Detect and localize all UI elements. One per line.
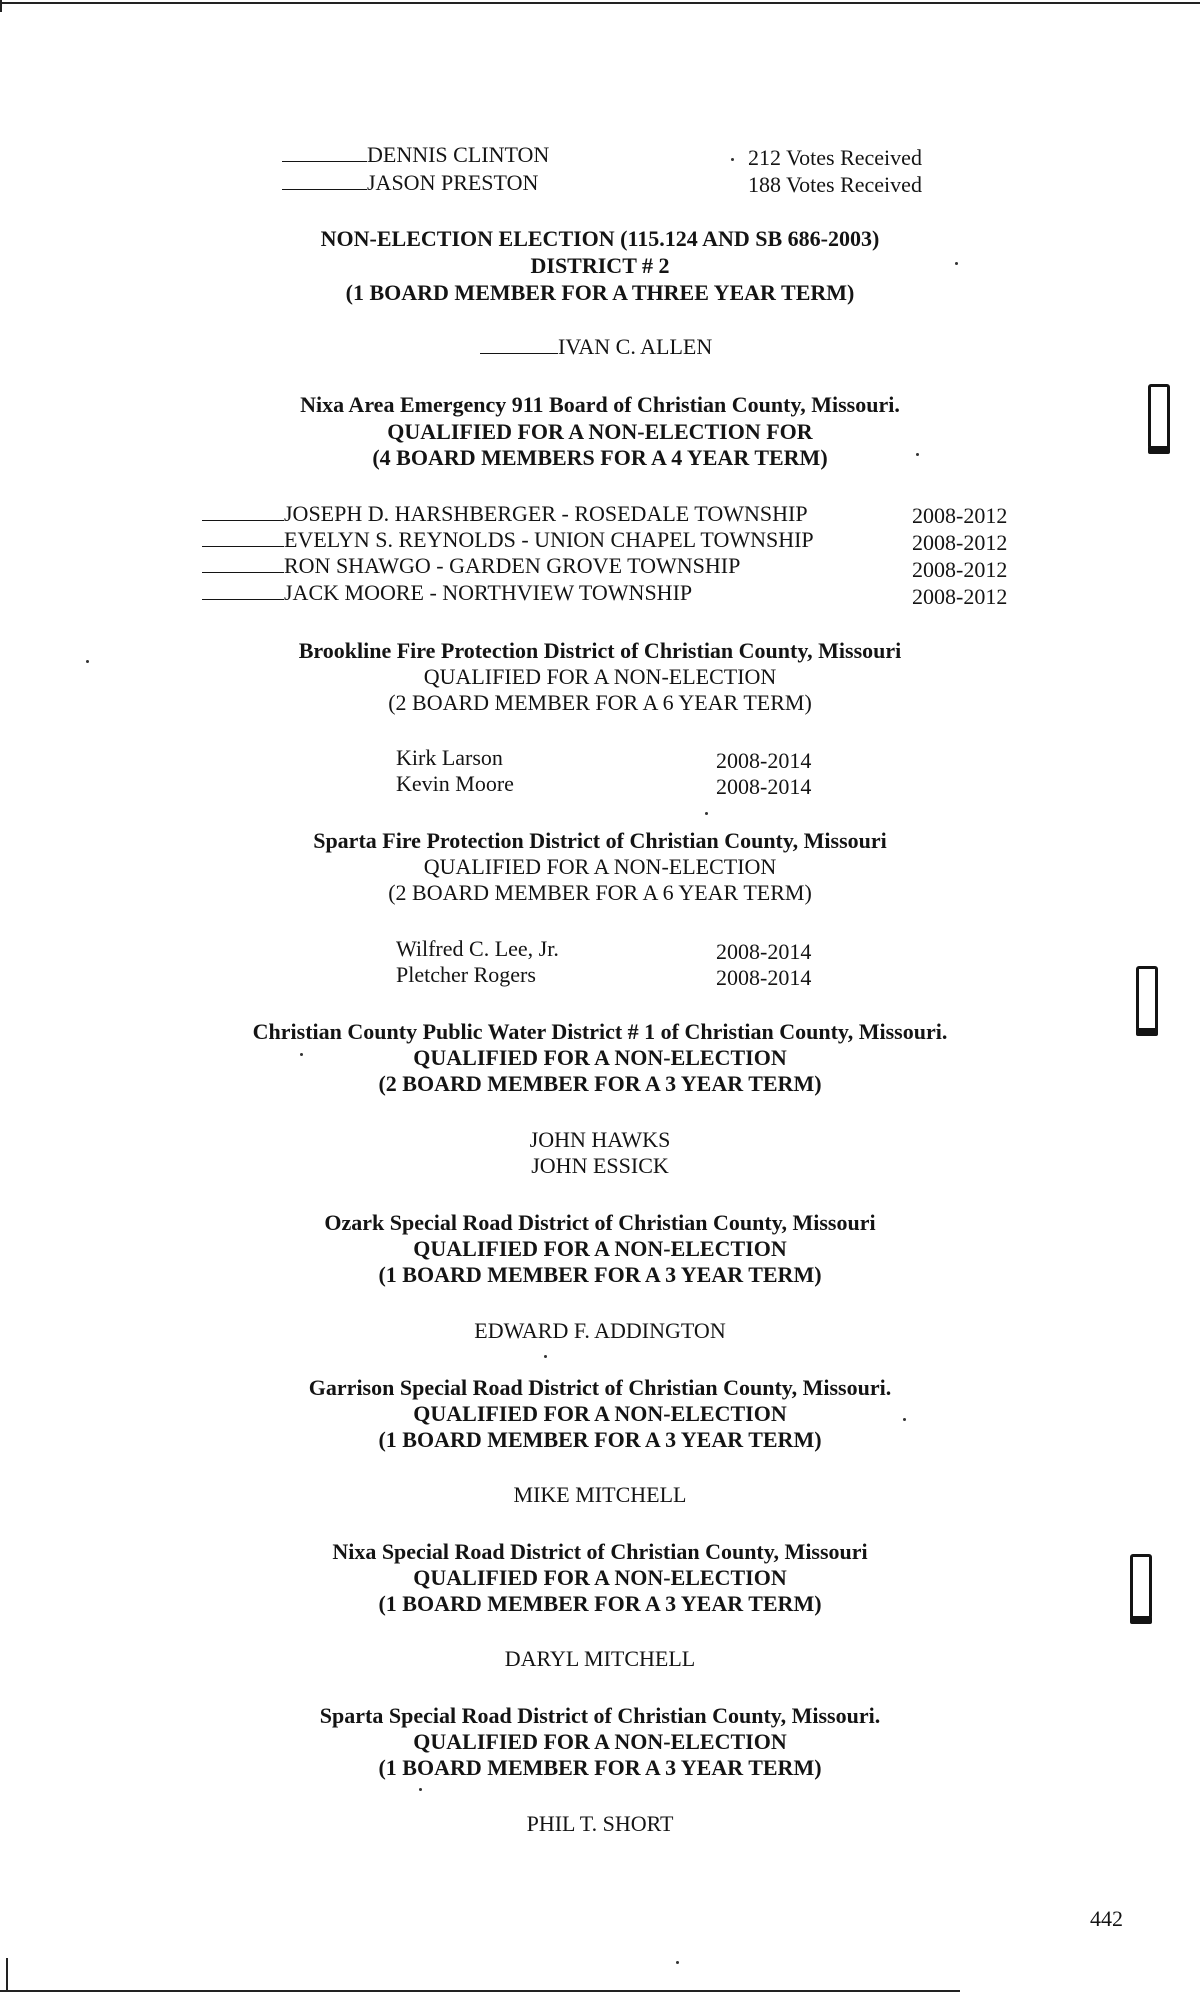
section-heading: Ozark Special Road District of Christian County, Missouri: [324, 1210, 876, 1235]
member-name: DARYL MITCHELL: [504, 1646, 696, 1671]
section-term: (1 BOARD MEMBER FOR A 3 YEAR TERM): [378, 1262, 822, 1287]
section-subheading: QUALIFIED FOR A NON-ELECTION: [423, 664, 777, 689]
member-name: JACK MOORE - NORTHVIEW TOWNSHIP: [284, 580, 693, 605]
candidate-row: [480, 334, 712, 360]
member-row: [202, 580, 692, 606]
section-term: (4 BOARD MEMBERS FOR A 4 YEAR TERM): [372, 445, 828, 470]
blank-line: [202, 581, 284, 600]
member-term: 2008-2014: [716, 965, 812, 990]
blank-line: [202, 528, 284, 547]
member-name: Wilfred C. Lee, Jr.: [396, 936, 559, 961]
member-term: 2008-2012: [912, 584, 1008, 609]
section-heading: Sparta Fire Protection District of Christian County, Missouri: [313, 828, 887, 853]
section-term: (1 BOARD MEMBER FOR A THREE YEAR TERM): [345, 280, 855, 305]
member-name: MIKE MITCHELL: [513, 1482, 687, 1507]
blank-line: [480, 335, 558, 354]
member-term: 2008-2014: [716, 748, 812, 773]
member-term: 2008-2014: [716, 774, 812, 799]
blank-line: [282, 143, 367, 162]
member-term: 2008-2014: [716, 939, 812, 964]
scan-speck: [705, 812, 708, 815]
section-term: (2 BOARD MEMBER FOR A 6 YEAR TERM): [388, 880, 812, 905]
section-term: (2 BOARD MEMBER FOR A 6 YEAR TERM): [388, 690, 812, 715]
member-name: JOHN HAWKS: [529, 1127, 671, 1152]
member-row: [202, 501, 808, 527]
scan-edge-bottom: [0, 1990, 960, 1992]
scan-speck: [419, 1788, 422, 1791]
section-subheading: QUALIFIED FOR A NON-ELECTION: [413, 1565, 787, 1590]
member-term: 2008-2012: [912, 530, 1008, 555]
member-name: EVELYN S. REYNOLDS - UNION CHAPEL TOWNSHIP: [284, 527, 814, 552]
section-term: (1 BOARD MEMBER FOR A 3 YEAR TERM): [378, 1755, 822, 1780]
section-subheading: QUALIFIED FOR A NON-ELECTION: [413, 1401, 787, 1426]
vote-count: 212 Votes Received: [748, 145, 922, 170]
section-term: (1 BOARD MEMBER FOR A 3 YEAR TERM): [378, 1591, 822, 1616]
section-heading: Sparta Special Road District of Christian County, Missouri.: [319, 1703, 881, 1728]
candidate-name: IVAN C. ALLEN: [558, 334, 713, 359]
member-name: Pletcher Rogers: [396, 962, 536, 987]
section-heading: Nixa Area Emergency 911 Board of Christian County, Missouri.: [300, 392, 900, 417]
member-name: JOHN ESSICK: [531, 1153, 669, 1178]
section-subheading: QUALIFIED FOR A NON-ELECTION: [413, 1045, 787, 1070]
member-name: Kirk Larson: [396, 745, 503, 770]
section-subheading: QUALIFIED FOR A NON-ELECTION: [423, 854, 777, 879]
member-term: 2008-2012: [912, 557, 1008, 582]
scan-speck: [955, 262, 958, 265]
section-term: (2 BOARD MEMBER FOR A 3 YEAR TERM): [378, 1071, 822, 1096]
section-heading: Brookline Fire Protection District of Christian County, Missouri: [298, 638, 902, 663]
candidate-name: JASON PRESTON: [367, 170, 539, 195]
section-heading: Garrison Special Road District of Christian County, Missouri.: [308, 1375, 892, 1400]
member-name: PHIL T. SHORT: [526, 1811, 674, 1836]
scan-speck: [676, 1961, 679, 1964]
blank-line: [202, 554, 284, 573]
member-name: EDWARD F. ADDINGTON: [474, 1318, 726, 1343]
member-term: 2008-2012: [912, 503, 1008, 528]
vote-row: [282, 142, 549, 168]
section-heading: NON-ELECTION ELECTION (115.124 AND SB 686-2003): [320, 226, 880, 251]
section-subheading: QUALIFIED FOR A NON-ELECTION: [413, 1729, 787, 1754]
section-heading: Nixa Special Road District of Christian County, Missouri: [332, 1539, 868, 1564]
scan-speck: [86, 660, 89, 663]
candidate-name: DENNIS CLINTON: [367, 142, 550, 167]
blank-line: [202, 502, 284, 521]
scan-speck: [903, 1418, 906, 1421]
page-number: 442: [1090, 1906, 1123, 1931]
vote-count: 188 Votes Received: [748, 172, 922, 197]
blank-line: [282, 171, 367, 190]
scan-edge-top: [0, 2, 1200, 4]
scan-speck: [300, 1053, 303, 1056]
scan-speck: [916, 453, 919, 456]
member-name: Kevin Moore: [396, 771, 514, 796]
member-name: RON SHAWGO - GARDEN GROVE TOWNSHIP: [284, 553, 741, 578]
section-subheading: QUALIFIED FOR A NON-ELECTION FOR: [387, 419, 813, 444]
binder-clip-mark: [1130, 1554, 1152, 1622]
scan-corner-mark: [0, 0, 12, 12]
section-term: (1 BOARD MEMBER FOR A 3 YEAR TERM): [378, 1427, 822, 1452]
binder-clip-mark: [1136, 966, 1158, 1034]
section-heading: Christian County Public Water District # 1 of Christian County, Missouri.: [252, 1019, 948, 1044]
scan-edge-left: [6, 1958, 8, 1992]
member-name: JOSEPH D. HARSHBERGER - ROSEDALE TOWNSHIP: [284, 501, 808, 526]
scan-speck: [731, 158, 734, 161]
vote-row: [282, 170, 538, 196]
binder-clip-mark: [1148, 384, 1170, 452]
member-row: [202, 553, 740, 579]
section-subheading: DISTRICT # 2: [530, 253, 670, 278]
scan-speck: [544, 1355, 547, 1358]
section-subheading: QUALIFIED FOR A NON-ELECTION: [413, 1236, 787, 1261]
member-row: [202, 527, 814, 553]
